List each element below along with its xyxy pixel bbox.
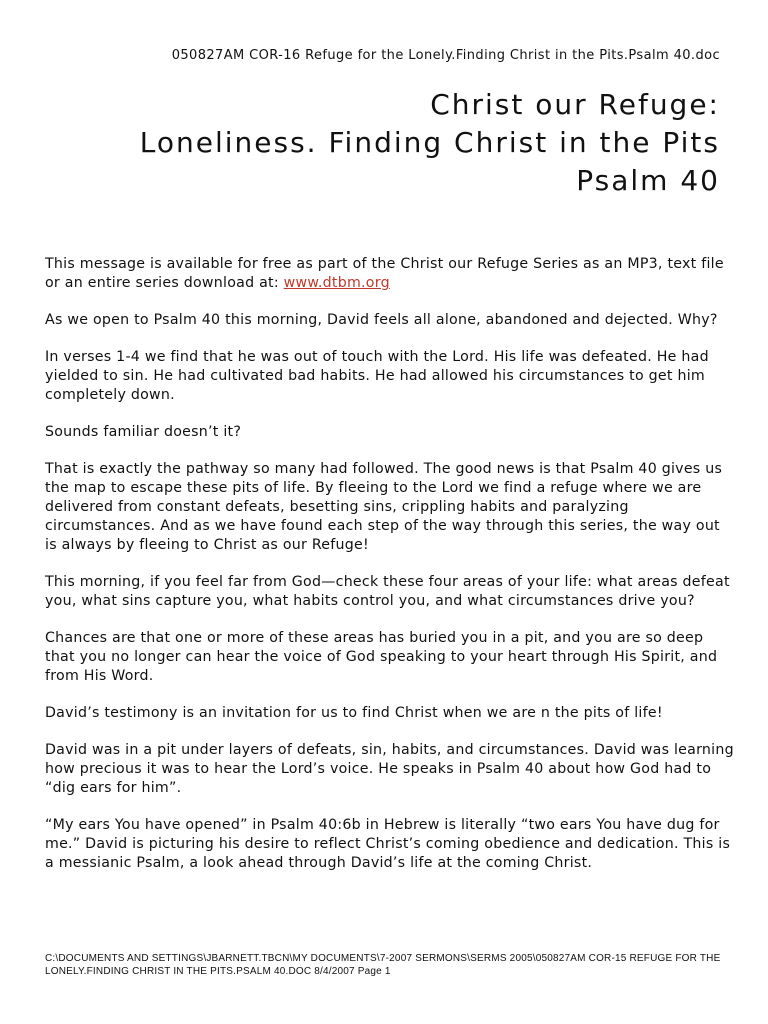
paragraph: David was in a pit under layers of defeats, sin, habits, and circumstances. David was learning how precious it was to hear the Lord’s voice. He speaks in Psalm 40 about how God had to “dig ears for him”.: [45, 742, 734, 796]
paragraph: As we open to Psalm 40 this morning, David feels all alone, abandoned and dejected. Why?: [45, 312, 718, 328]
availability-text: This message is available for free as part of the Christ our Refuge Series as an MP3, text file or an entire series download at:: [45, 256, 724, 291]
title-line-1: Christ our Refuge:: [430, 88, 720, 121]
paragraph: Chances are that one or more of these areas has buried you in a pit, and you are so deep that you no longer can hear the voice of God speaking to your heart through His Spirit, and from His Word.: [45, 630, 718, 684]
paragraph: In verses 1-4 we find that he was out of touch with the Lord. His life was defeated. He had yielded to sin. He had cultivated bad habits. He had allowed his circumstances to get him completely down.: [45, 349, 709, 403]
file-header: 050827AM COR-16 Refuge for the Lonely.Finding Christ in the Pits.Psalm 40.doc: [171, 48, 720, 63]
paragraph: “My ears You have opened” in Psalm 40:6b in Hebrew is literally “two ears You have dug for me.” David is picturing his desire to reflect Christ’s coming obedience and dedication. This is a messianic Psalm, a look ahead through David’s life at the coming Christ.: [45, 817, 731, 871]
paragraph: Sounds familiar doesn’t it?: [45, 424, 242, 440]
document-body: [45, 255, 735, 891]
paragraph: This morning, if you feel far from God—check these four areas of your life: what areas defeat you, what sins capture you, what habits control you, and what circumstances drive you?: [45, 574, 730, 609]
website-link[interactable]: www.dtbm.org: [283, 275, 390, 291]
file-path-footer: C:\DOCUMENTS AND SETTINGS\JBARNETT.TBCN\MY DOCUMENTS\7-2007 SERMONS\SERMS 2005\050827AM COR-15 REFUGE FOR THE LONELY.FINDING CHRIST IN THE PITS.PSALM 40.DOC 8/4/2007 Page 1: [45, 953, 721, 977]
title-line-3: Psalm 40: [576, 164, 720, 197]
paragraph: That is exactly the pathway so many had followed. The good news is that Psalm 40 gives us the map to escape these pits of life. By fleeing to the Lord we find a refuge where we are delivered from constant defeats, besetting sins, crippling habits and paralyzing circumstances. And as we have found each step of the way through this series, the way out is always by fleeing to Christ as our Refuge!: [45, 461, 723, 553]
title-line-2: Loneliness. Finding Christ in the Pits: [139, 126, 720, 159]
paragraph-availability: [45, 255, 735, 293]
paragraph: David’s testimony is an invitation for us to find Christ when we are n the pits of life!: [45, 705, 663, 721]
page-title: [20, 86, 720, 200]
